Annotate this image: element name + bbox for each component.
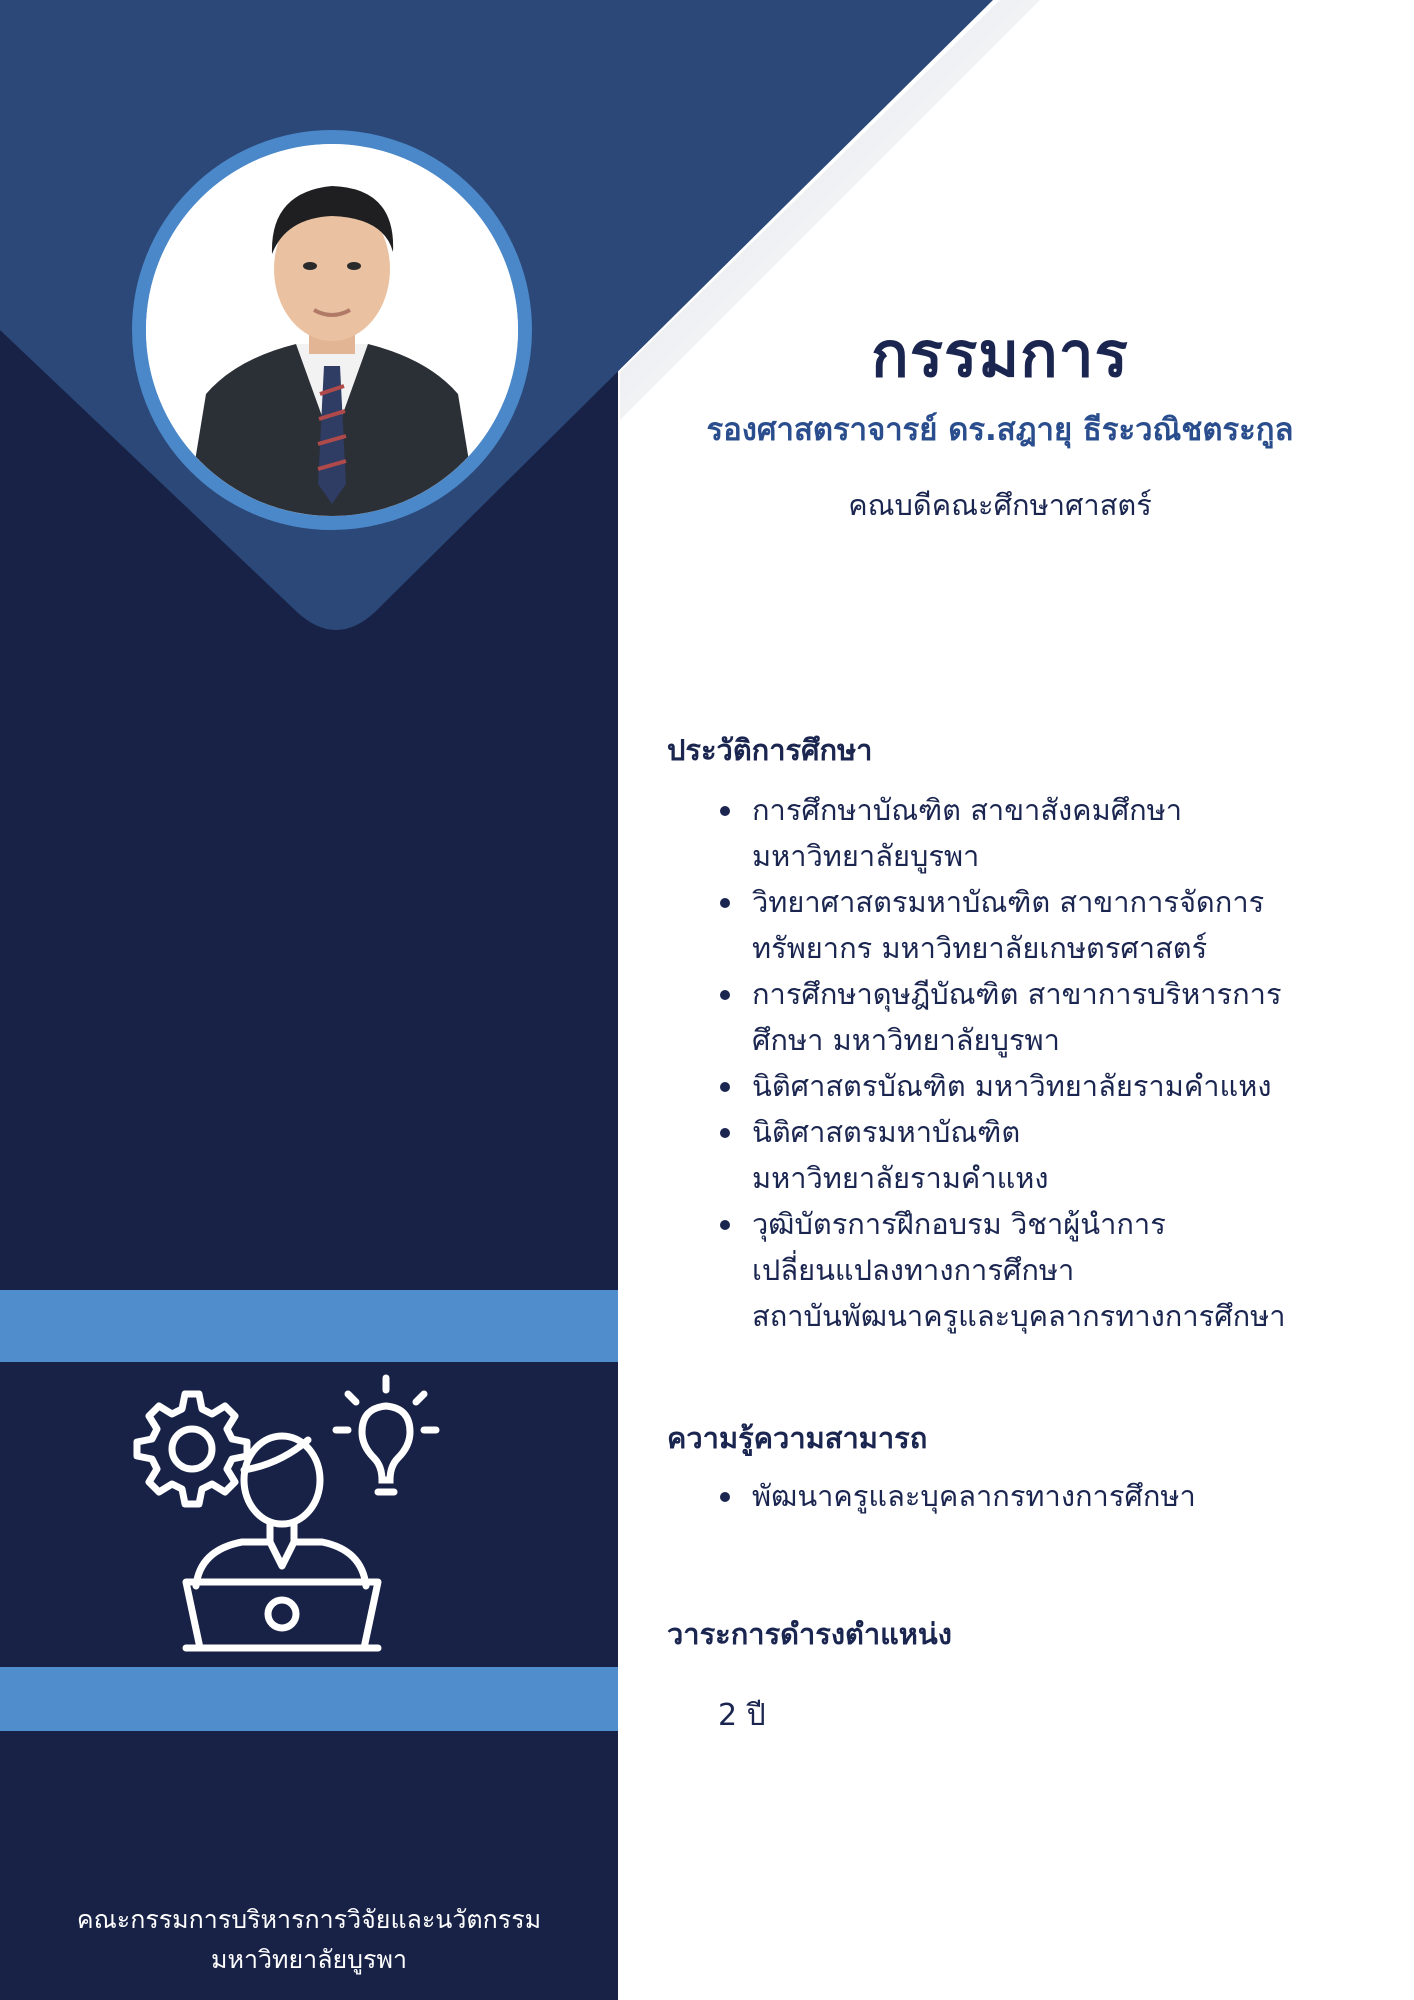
education-item: วุฒิบัตรการฝึกอบรม วิชาผู้นำการ เปลี่ยนแปลงทางการศึกษา สถาบันพัฒนาครูและบุคลากรทางการศึกษา — [668, 1201, 1368, 1339]
expertise-heading: ความรู้ความสามารถ — [667, 1421, 928, 1455]
education-item: การศึกษาบัณฑิต สาขาสังคมศึกษา มหาวิทยาลัยบูรพา — [668, 787, 1368, 879]
term-heading: วาระการดำรงตำแหน่ง — [667, 1617, 952, 1651]
education-item: วิทยาศาสตรมหาบัณฑิต สาขาการจัดการ ทรัพยากร มหาวิทยาลัยเกษตรศาสตร์ — [668, 879, 1368, 971]
expertise-item: พัฒนาครูและบุคลากรทางการศึกษา — [668, 1473, 1368, 1519]
footer-line-2: มหาวิทยาลัยบูรพา — [211, 1945, 407, 1974]
education-item: การศึกษาดุษฎีบัณฑิต สาขาการบริหารการ ศึกษา มหาวิทยาลัยบูรพา — [668, 971, 1368, 1063]
education-heading: ประวัติการศึกษา — [667, 733, 873, 767]
footer-line-1: คณะกรรมการบริหารการวิจัยและนวัตกรรม — [76, 1905, 542, 1934]
person-at-laptop-icon — [186, 1436, 378, 1648]
lightbulb-icon — [336, 1378, 436, 1492]
education-item: นิติศาสตรมหาบัณฑิต มหาวิทยาลัยรามคำแหง — [668, 1109, 1368, 1201]
person-name: รองศาสตราจารย์ ดร.สฎายุ ธีระวณิชตระกูล — [706, 412, 1294, 448]
education-list — [668, 787, 1368, 1339]
stripe-top — [0, 1290, 618, 1362]
person-portrait-icon — [146, 144, 518, 516]
term-value: 2 ปี — [718, 1698, 766, 1733]
portrait-photo — [132, 130, 532, 530]
education-item: นิติศาสตรบัณฑิต มหาวิทยาลัยรามคำแหง — [668, 1063, 1368, 1109]
footer — [0, 1900, 618, 1980]
stripe-bottom — [0, 1667, 618, 1731]
gear-icon — [137, 1394, 247, 1504]
illustration — [130, 1370, 450, 1670]
page-title: กรรมการ — [871, 318, 1129, 391]
expertise-list — [668, 1473, 1368, 1519]
person-position: คณบดีคณะศึกษาศาสตร์ — [848, 488, 1152, 522]
